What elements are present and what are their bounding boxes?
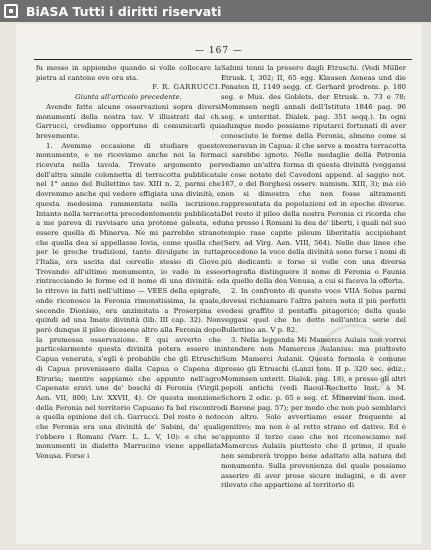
header-rule bbox=[34, 59, 412, 60]
author-signature: F. R. GARRUCCI. bbox=[152, 83, 221, 92]
paragraph: 1. Avemmo occasione di studiare questo monumento, e ne riceviamo anche noi la ferma ricevuta nella tavola. Trovato argomento per dell'altra simile colonnetta di terracotta pubblicata nel 1° anno del Bullettino tav. XIII n. 2, parmi che dovremmo anche qui vedere effigiata una divinità, e questa medesima rammentata nella iscrizione. Intanto nella terracotta precedentemente pubblicata a me pareva di ravvisare una protome galeata, ed essere quella di Minerva. Ne mi parrebbe strano che quella dea si appellasse Iovia, come quella che per le greche tradizioni, tanto divulgate in tutta l'Italia, era uscita dal cervello stesso di Giove. Trovando all'ultimo monumento, io vado in esso rintracciando le forme ed il nome di una divinità: e lo ritrovo in fatti nell'ultimo — VEES della epigrafe, onde riconosco la Feronia rimonstissima, la quale, secondo Dionisio, era anzimitata a Proserpina e quindi ad una Imate divinità (lib. III cap. 32). Non però dunque il pileo dicesene altro alla Feronia dopo la premessa osservazione. E qui avverto che particolarmente questa divinità potera essere in Capua venerata, s'egli è probabile che gli Etruschi di Capua provenissero dalla Capua o Capena di Etruria; mentre sappiamo che appunto nell'agro Capenate eravi uno de' boschi di Feronia (Virgil. Aen. VII, 800; Liv. XXVII, 4). Or questa menzione della Feronia nel territorio Capuano fu bel riscontro a quella opinione del ch. Garrucci. Del resto è noto che Feronia era una divinità de' Sabini, da' quali l'ebbero i Romani (Varr. L. L. V, 10): e che se' monumenti in dialetto Marrucino viene appellata Venusa. Forse i bbox=[36, 141, 221, 461]
right-column bbox=[221, 64, 406, 491]
banner-title: BiASA Tutti i diritti riservati bbox=[26, 3, 222, 19]
section-heading: Giunta all'articolo precedente. bbox=[75, 93, 182, 102]
paragraph: Avendo fatte alcune osservazioni sopra diversi monumenti della nostra tav. V illustrati dal ch. Garrucci, crediamo opportuno di comunicarli qui brevemente. bbox=[36, 102, 221, 140]
biasa-logo-icon bbox=[4, 4, 18, 18]
paragraph: Sabini tenni la presero dagli Etruschi. (Vedi Müller Etrusk. I, 302; II, 65 egg. Klausen Aeneas und die Penaten II, 1149 segg. cf. Gerhard prodrom. p. 180 seg. e Mus. des Goblets. der Etrusk. n. 73 e 78; Mommsen negli annali dell'Istituto 1846 pag. 96 seg. e unteritat. Dialek. pag. 351 seqq.). In ogni adunque modo possiamo riputarci fortunati di aver conosciuto le forme della Feronia, almeno come si veneravan in Capua: il che serve a mostra terracotta ci sarebbe ignoto. Nelle medaglie della Petronia vediamo un'altra forma di questa divinità (veggansi le cose notate del Cavedoni append. al saggio not. 167, e del Borghesi osserv. numism. XIII, 3); ma ciò non si dimostra che non fosse altramenti rappresentata da popolazioni ed in epoche diverse. Del resto il pileo della nostra Feronia ci ricorda che una presso i Romani la dea de' liberti, i quali nel suo tempio rase capite pileum liberitatis accipiebant (Serv. ad Virg. Aen. VIII, 564). Nelle due linee che precedono la voce della divinità sono forse i nomi di più dedicanti: e forse si volle con una diversa ortografia distinguere il nome di Feronia o Faunia da quello della dea Venusa, a cui si faceva la offerta. bbox=[221, 64, 406, 286]
left-column bbox=[36, 64, 221, 462]
paragraph: fu messo in appiombo quando si volle collocare la pietra al cantone ove ora sta. bbox=[36, 64, 221, 82]
watermark-banner bbox=[0, 0, 431, 22]
page-number: — 167 — bbox=[195, 46, 243, 56]
paragraph: 3. Nella leggenda Mi Mamercs Aulais non vorrei intendere non Mamercus Aulanius: ma piuttosto Sum Mamerci Aulanii. Questa formola è comune presso gli Etruschi (Lanzi tom. II p. 320 sec. ediz.; Mommsen unterit. Dialek. pag. 18), e presso gli altri popoli antichi (vedi Raoul-Rochette Inst. à M. Schorn 2 edic. p. 65 e seg. cf. Minervini mon. ined. di Barone pag. 57); per modo che non può semblarci con altro. Solo avvertiamo esser frequente al genitivo; ma non è al retto strano ed dativo. Ed è appunto il terzo caso che noi riconosciamo nel Mamercus Aulaiis piuttosto che il primo, il quale non sembrerà troppo bene adattato alla natura del monumento. Sulla provenienza del quale possiamo asserire di aver prese sicure indagini, e di aver rilevato che appartiene al territorio di bbox=[221, 335, 406, 490]
document-page bbox=[16, 24, 422, 544]
paragraph: 2. In confronto di questo voce VIIA Solus parmi dovessi richiamare l'altra patera nota il più perfetti vedesi graffito il pentaffa pitagorico; della quale veggasi quel che ho detto nell'antica serie del Bullettino an. V p. 82. bbox=[221, 287, 406, 334]
